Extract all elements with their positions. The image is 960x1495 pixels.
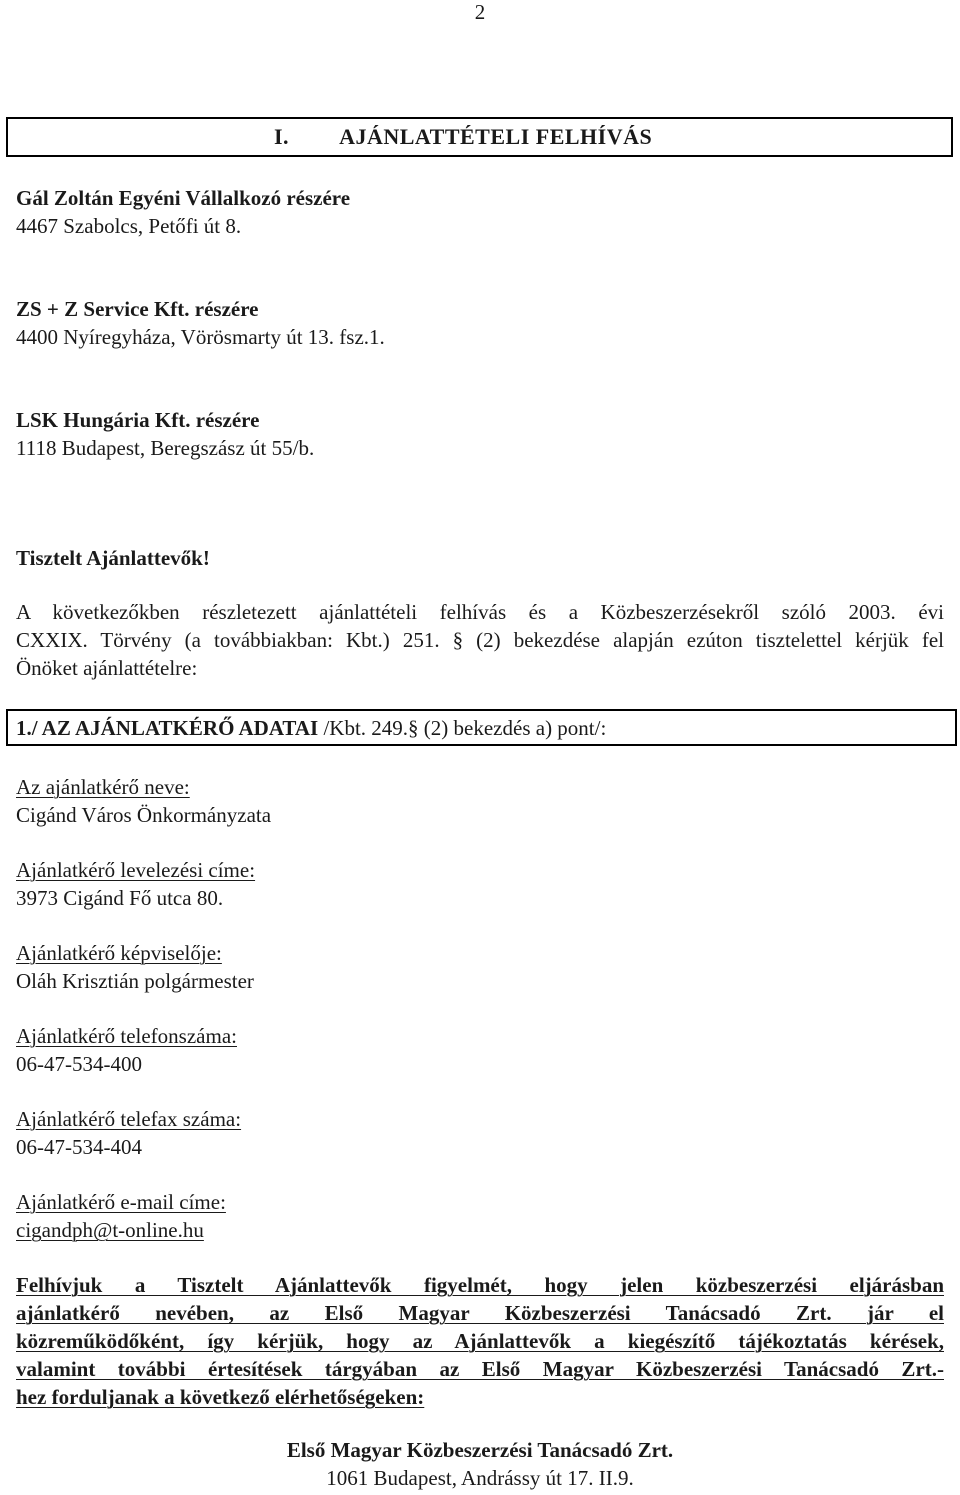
field-value: 06-47-534-404: [16, 1135, 142, 1159]
intro-paragraph: [16, 598, 944, 682]
notice-line: Felhívjuk a Tisztelt Ajánlattevők figyelmét, hogy jelen közbeszerzési eljárásban: [16, 1273, 944, 1297]
intro-line: A következőkben részletezett ajánlattételi felhívás és a Közbeszerzésekről szóló 2003. évi: [16, 600, 944, 624]
notice-line: valamint további értesítések tárgyában az Első Magyar Közbeszerzési Tanácsadó Zrt.-: [16, 1357, 944, 1381]
recipient-name: Gál Zoltán Egyéni Vállalkozó részére: [16, 186, 351, 210]
contact-address: 1061 Budapest, Andrássy út 17. II.9.: [326, 1466, 634, 1490]
recipient-address: 4400 Nyíregyháza, Vörösmarty út 13. fsz.1.: [16, 325, 385, 349]
salutation: Tisztelt Ajánlattevők!: [16, 546, 210, 570]
field-label: Ajánlatkérő telefax száma:: [16, 1107, 242, 1131]
field-value: Cigánd Város Önkormányzata: [16, 803, 272, 827]
recipient-name: ZS + Z Service Kft. részére: [16, 297, 259, 321]
recipient-address: 1118 Budapest, Beregszász út 55/b.: [16, 436, 315, 460]
notice-line: hez forduljanak a következő elérhetőségeken:: [16, 1385, 425, 1409]
field-value: 3973 Cigánd Fő utca 80.: [16, 886, 224, 910]
section-title-text: 1./ AZ AJÁNLATKÉRŐ ADATAI: [16, 716, 319, 740]
field-label: Ajánlatkérő képviselője:: [16, 941, 222, 965]
field-label: Ajánlatkérő e-mail címe:: [16, 1190, 226, 1214]
section-title: [16, 714, 606, 742]
notice-paragraph: [16, 1271, 944, 1411]
section-reference: /Kbt. 249.§ (2) bekezdés a) pont/:: [323, 716, 607, 740]
field-label: Ajánlatkérő levelezési címe:: [16, 858, 256, 882]
field-value: 06-47-534-400: [16, 1052, 142, 1076]
contact-name: Első Magyar Közbeszerzési Tanácsadó Zrt.: [286, 1438, 674, 1462]
email-link[interactable]: cigandph@t-online.hu: [16, 1218, 204, 1242]
recipient-address: 4467 Szabolcs, Petőfi út 8.: [16, 214, 242, 238]
intro-line: Önöket ajánlattételre:: [16, 656, 198, 680]
notice-line: ajánlatkérő nevében, az Első Magyar Közbeszerzési Tanácsadó Zrt. jár el: [16, 1301, 944, 1325]
intro-line: CXXIX. Törvény (a továbbiakban: Kbt.) 251. § (2) bekezdése alapján ezúton tisztelettel kérjük fel: [16, 628, 944, 652]
heading-title: AJÁNLATTÉTELI FELHÍVÁS: [339, 124, 653, 149]
notice-line: közreműködőként, így kérjük, hogy az Ajánlattevők a kiegészítő tájékoztatás kérések,: [16, 1329, 944, 1353]
recipient-name: LSK Hungária Kft. részére: [16, 408, 260, 432]
heading-number: I.: [274, 124, 290, 149]
page-number: 2: [474, 0, 486, 24]
field-label: Az ajánlatkérő neve:: [16, 775, 190, 799]
document-heading: [274, 124, 652, 150]
field-label: Ajánlatkérő telefonszáma:: [16, 1024, 237, 1048]
field-value: Oláh Krisztián polgármester: [16, 969, 254, 993]
